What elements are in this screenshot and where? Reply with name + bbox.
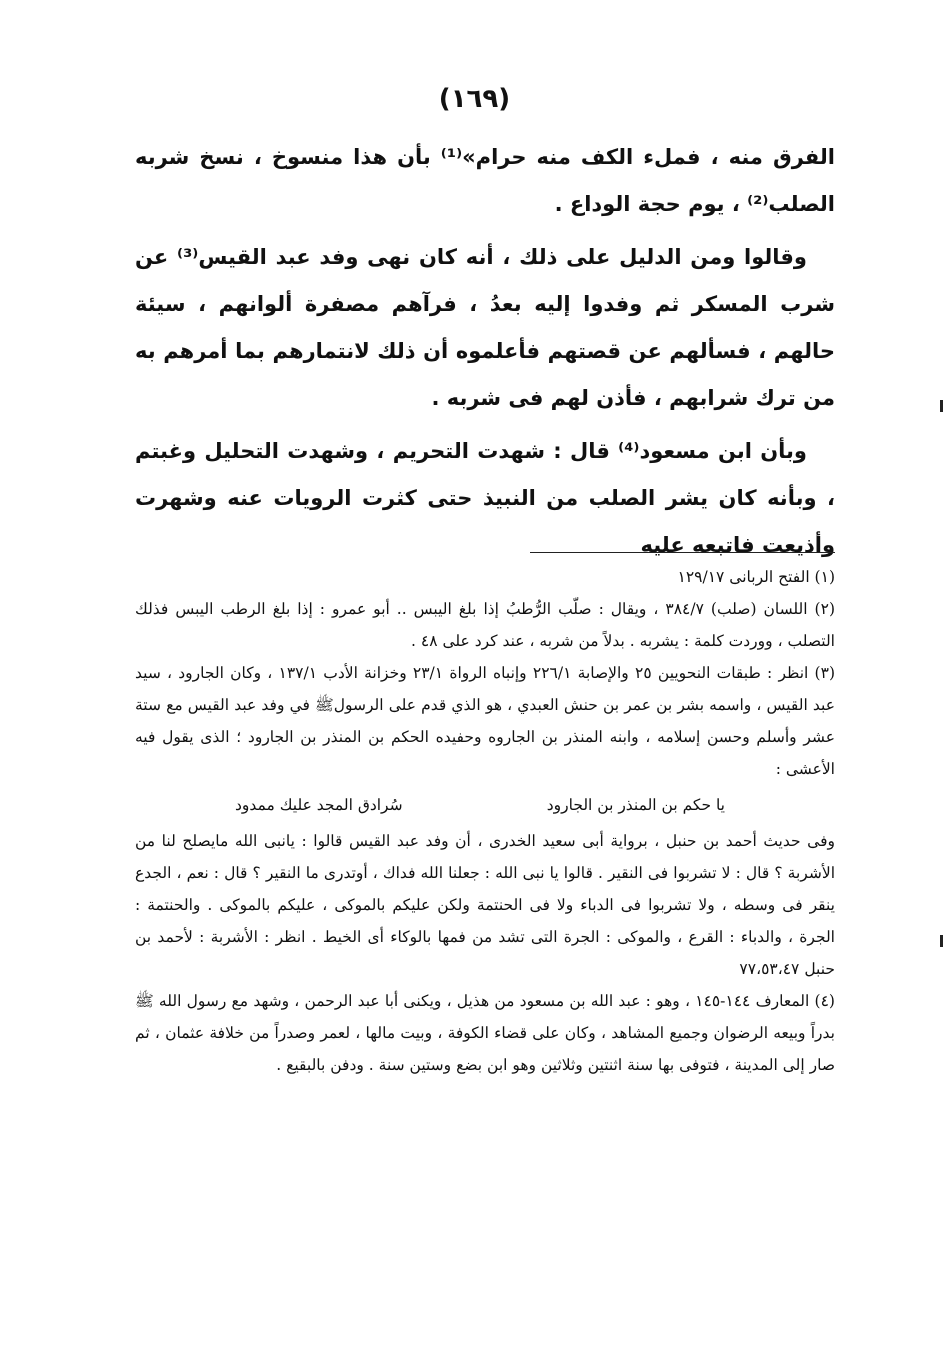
footnote-3: (٣) انظر : طبقات النحويين ٢٥ والإصابة ٢٢٦/١ وإنباه الرواة ٢٣/١ وخزانة الأدب ١٣٧/١ ، وكان الجارود ، سيد عبد القيس ، واسمه بشر بن عمر بن حنش العبدي ، هو الذي قدم على الرسولﷺ في وفد عبد القيس مع ستة عشر وأسلم وحسن إسلامه ، وابنه المنذر بن الجاروه وحفيده الحكم بن المنذر بن الجارود ؛ الذى يقول فيه الأعشى : — [135, 664, 835, 778]
verse-first-hemistich: يا حكم بن المنذر بن الجارود — [546, 796, 725, 814]
page-number: (١٦٩) — [438, 84, 511, 114]
verse-second-hemistich: سُرادق المجد عليك ممدود — [235, 796, 403, 814]
scan-edge-mark — [940, 400, 943, 412]
footnote-2: (٢) اللسان (صلب) ٣٨٤/٧ ، ويقال : صلّب الرُّطبُ إذا بلغ اليبس .. أبو عمرو : إذا بلغ الرطب اليبس فذلك التصلب ، ووردت كلمة : يشربه . بدلاً من شربه ، عند كرد على ٤٨ . — [135, 600, 835, 650]
footnotes — [135, 561, 835, 1081]
main-text — [135, 134, 835, 575]
footnote-4: (٤) المعارف ١٤٤-١٤٥ ، وهو : عبد الله بن مسعود من هذيل ، ويكنى أبا عبد الرحمن ، وشهد مع رسول الله ﷺ بدراً وبيعه الرضوان وجميع المشاهد ، وكان على قضاء الكوفة ، وبيت مالها ، لعمر وصدراً من خلافة عثمان ، ثم صار إلى المدينة ، فتوفى بها سنة اثنتين وثلاثين وهو ابن بضع وستين سنة . ودفن بالبقيع . — [135, 992, 835, 1074]
paragraph-1: الفرق منه ، فملء الكف منه حرام»⁽¹⁾ بأن هذا منسوخ ، نسخ شربه الصلب⁽²⁾ ، يوم حجة الوداع . — [135, 145, 835, 216]
footnote-divider — [530, 552, 835, 553]
paragraph-2: وقالوا ومن الدليل على ذلك ، أنه كان نهى وفد عبد القيس⁽³⁾ عن شرب المسكر ثم وفدوا إليه بعدُ ، فرآهم مصفرة ألوانهم ، سيئة حالهم ، فسألهم عن قصتهم فأعلموه أن ذلك لانتمارهم بما أمرهم به من ترك شرابهم ، فأذن لهم فى شربه . — [135, 245, 835, 410]
poetry-verse — [135, 785, 835, 825]
scan-edge-mark — [940, 935, 943, 947]
paragraph-3: وبأن ابن مسعود⁽⁴⁾ قال : شهدت التحريم ، وشهدت التحليل وغبتم ، وبأنه كان يشر الصلب من النبيذ حتى كثرت الرويات عنه وشهرت وأذيعت فاتبعه عليه — [135, 439, 835, 557]
footnote-3-continued: وفى حديث أحمد بن حنبل ، برواية أبى سعيد الخدرى ، أن وفد عبد القيس قالوا : يانبى الله مايصلح لنا من الأشربة ؟ قال : لا تشربوا فى النقير . قالوا يا نبى الله : جعلنا الله فداك ، أوتدرى ما النقير ؟ قال : نعم ، الجدع ينقر فى وسطه ، ولا تشربوا فى الدباء ولا فى الحنتمة ولكن عليكم بالموكى ، عليكم بالموكى . والحنتمة : الجرة ، والدباء : القرع ، والموكى : الجرة التى تشد من فمها بالوكاء أى الخيط . انظر : الأشربة : لأحمد بن حنبل ٧٧،٥٣،٤٧ — [135, 832, 835, 978]
footnote-1: (١) الفتح الربانى ١٢٩/١٧ — [677, 568, 835, 586]
